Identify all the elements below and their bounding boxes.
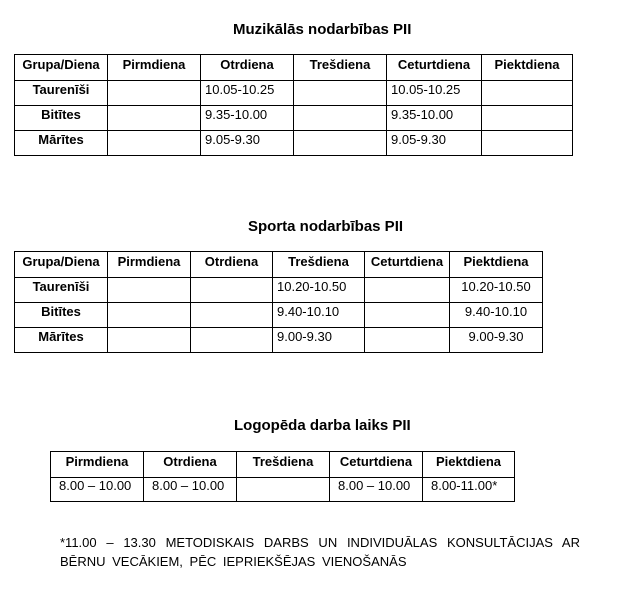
table-header-row bbox=[51, 452, 515, 478]
column-header: Pirmdiena bbox=[108, 252, 191, 278]
table-row bbox=[15, 303, 543, 328]
column-header: Trešdiena bbox=[294, 55, 387, 81]
table-cell bbox=[294, 106, 387, 131]
table-cell: 9.35-10.00 bbox=[387, 106, 482, 131]
table-cell: 9.40-10.10 bbox=[273, 303, 365, 328]
column-header: Ceturtdiena bbox=[365, 252, 450, 278]
column-header: Trešdiena bbox=[237, 452, 330, 478]
column-header: Otrdiena bbox=[191, 252, 273, 278]
table-cell bbox=[108, 131, 201, 156]
column-header: Ceturtdiena bbox=[387, 55, 482, 81]
column-header: Otrdiena bbox=[144, 452, 237, 478]
speech-therapist-table bbox=[50, 451, 515, 502]
table-cell: 8.00 – 10.00 bbox=[51, 478, 144, 502]
table-cell: 9.05-9.30 bbox=[387, 131, 482, 156]
table-cell: 9.35-10.00 bbox=[201, 106, 294, 131]
column-header: Piektdiena bbox=[450, 252, 543, 278]
table-cell: 9.00-9.30 bbox=[450, 328, 543, 353]
table-cell: 9.40-10.10 bbox=[450, 303, 543, 328]
table-row bbox=[15, 106, 573, 131]
table-cell bbox=[482, 81, 573, 106]
table-cell bbox=[191, 278, 273, 303]
table-cell bbox=[108, 278, 191, 303]
table-cell: 8.00 – 10.00 bbox=[144, 478, 237, 502]
table-cell bbox=[237, 478, 330, 502]
table-cell bbox=[108, 328, 191, 353]
group-cell: Mārītes bbox=[15, 328, 108, 353]
column-header: Piektdiena bbox=[423, 452, 515, 478]
table-cell bbox=[294, 81, 387, 106]
table-cell: 8.00 – 10.00 bbox=[330, 478, 423, 502]
table-row bbox=[15, 131, 573, 156]
column-header: Grupa/Diena bbox=[15, 55, 108, 81]
group-cell: Mārītes bbox=[15, 131, 108, 156]
table-row bbox=[15, 278, 543, 303]
table-row bbox=[15, 328, 543, 353]
table-header-row bbox=[15, 252, 543, 278]
table-header-row bbox=[15, 55, 573, 81]
table-cell bbox=[108, 106, 201, 131]
group-cell: Taurenīši bbox=[15, 81, 108, 106]
table-cell bbox=[108, 303, 191, 328]
group-cell: Taurenīši bbox=[15, 278, 108, 303]
table-cell bbox=[482, 106, 573, 131]
table-cell bbox=[294, 131, 387, 156]
table-cell: 10.20-10.50 bbox=[273, 278, 365, 303]
column-header: Pirmdiena bbox=[108, 55, 201, 81]
table-cell: 10.05-10.25 bbox=[387, 81, 482, 106]
column-header: Pirmdiena bbox=[51, 452, 144, 478]
table-cell bbox=[365, 303, 450, 328]
column-header: Otrdiena bbox=[201, 55, 294, 81]
table-cell: 8.00-11.00* bbox=[423, 478, 515, 502]
music-schedule-table bbox=[14, 54, 573, 156]
column-header: Ceturtdiena bbox=[330, 452, 423, 478]
table-row bbox=[51, 478, 515, 502]
table-cell bbox=[365, 328, 450, 353]
table-cell: 10.05-10.25 bbox=[201, 81, 294, 106]
sport-schedule-table bbox=[14, 251, 543, 353]
speech-therapist-title: Logopēda darba laiks PII bbox=[234, 417, 411, 434]
table-cell bbox=[482, 131, 573, 156]
music-schedule-title: Muzikālās nodarbības PII bbox=[233, 21, 412, 38]
table-cell: 9.00-9.30 bbox=[273, 328, 365, 353]
column-header: Trešdiena bbox=[273, 252, 365, 278]
column-header: Piektdiena bbox=[482, 55, 573, 81]
table-cell bbox=[365, 278, 450, 303]
sport-schedule-title: Sporta nodarbības PII bbox=[248, 218, 404, 235]
table-row bbox=[15, 81, 573, 106]
footnote: *11.00 – 13.30 METODISKAIS DARBS UN INDIVIDUĀLAS KONSULTĀCIJAS AR BĒRNU VECĀKIEM, PĒC IEPRIEKŠĒJAS VIENOŠANĀS bbox=[60, 535, 580, 569]
column-header: Grupa/Diena bbox=[15, 252, 108, 278]
table-cell bbox=[191, 328, 273, 353]
table-cell: 10.20-10.50 bbox=[450, 278, 543, 303]
table-cell bbox=[108, 81, 201, 106]
group-cell: Bitītes bbox=[15, 303, 108, 328]
table-cell: 9.05-9.30 bbox=[201, 131, 294, 156]
table-cell bbox=[191, 303, 273, 328]
group-cell: Bitītes bbox=[15, 106, 108, 131]
